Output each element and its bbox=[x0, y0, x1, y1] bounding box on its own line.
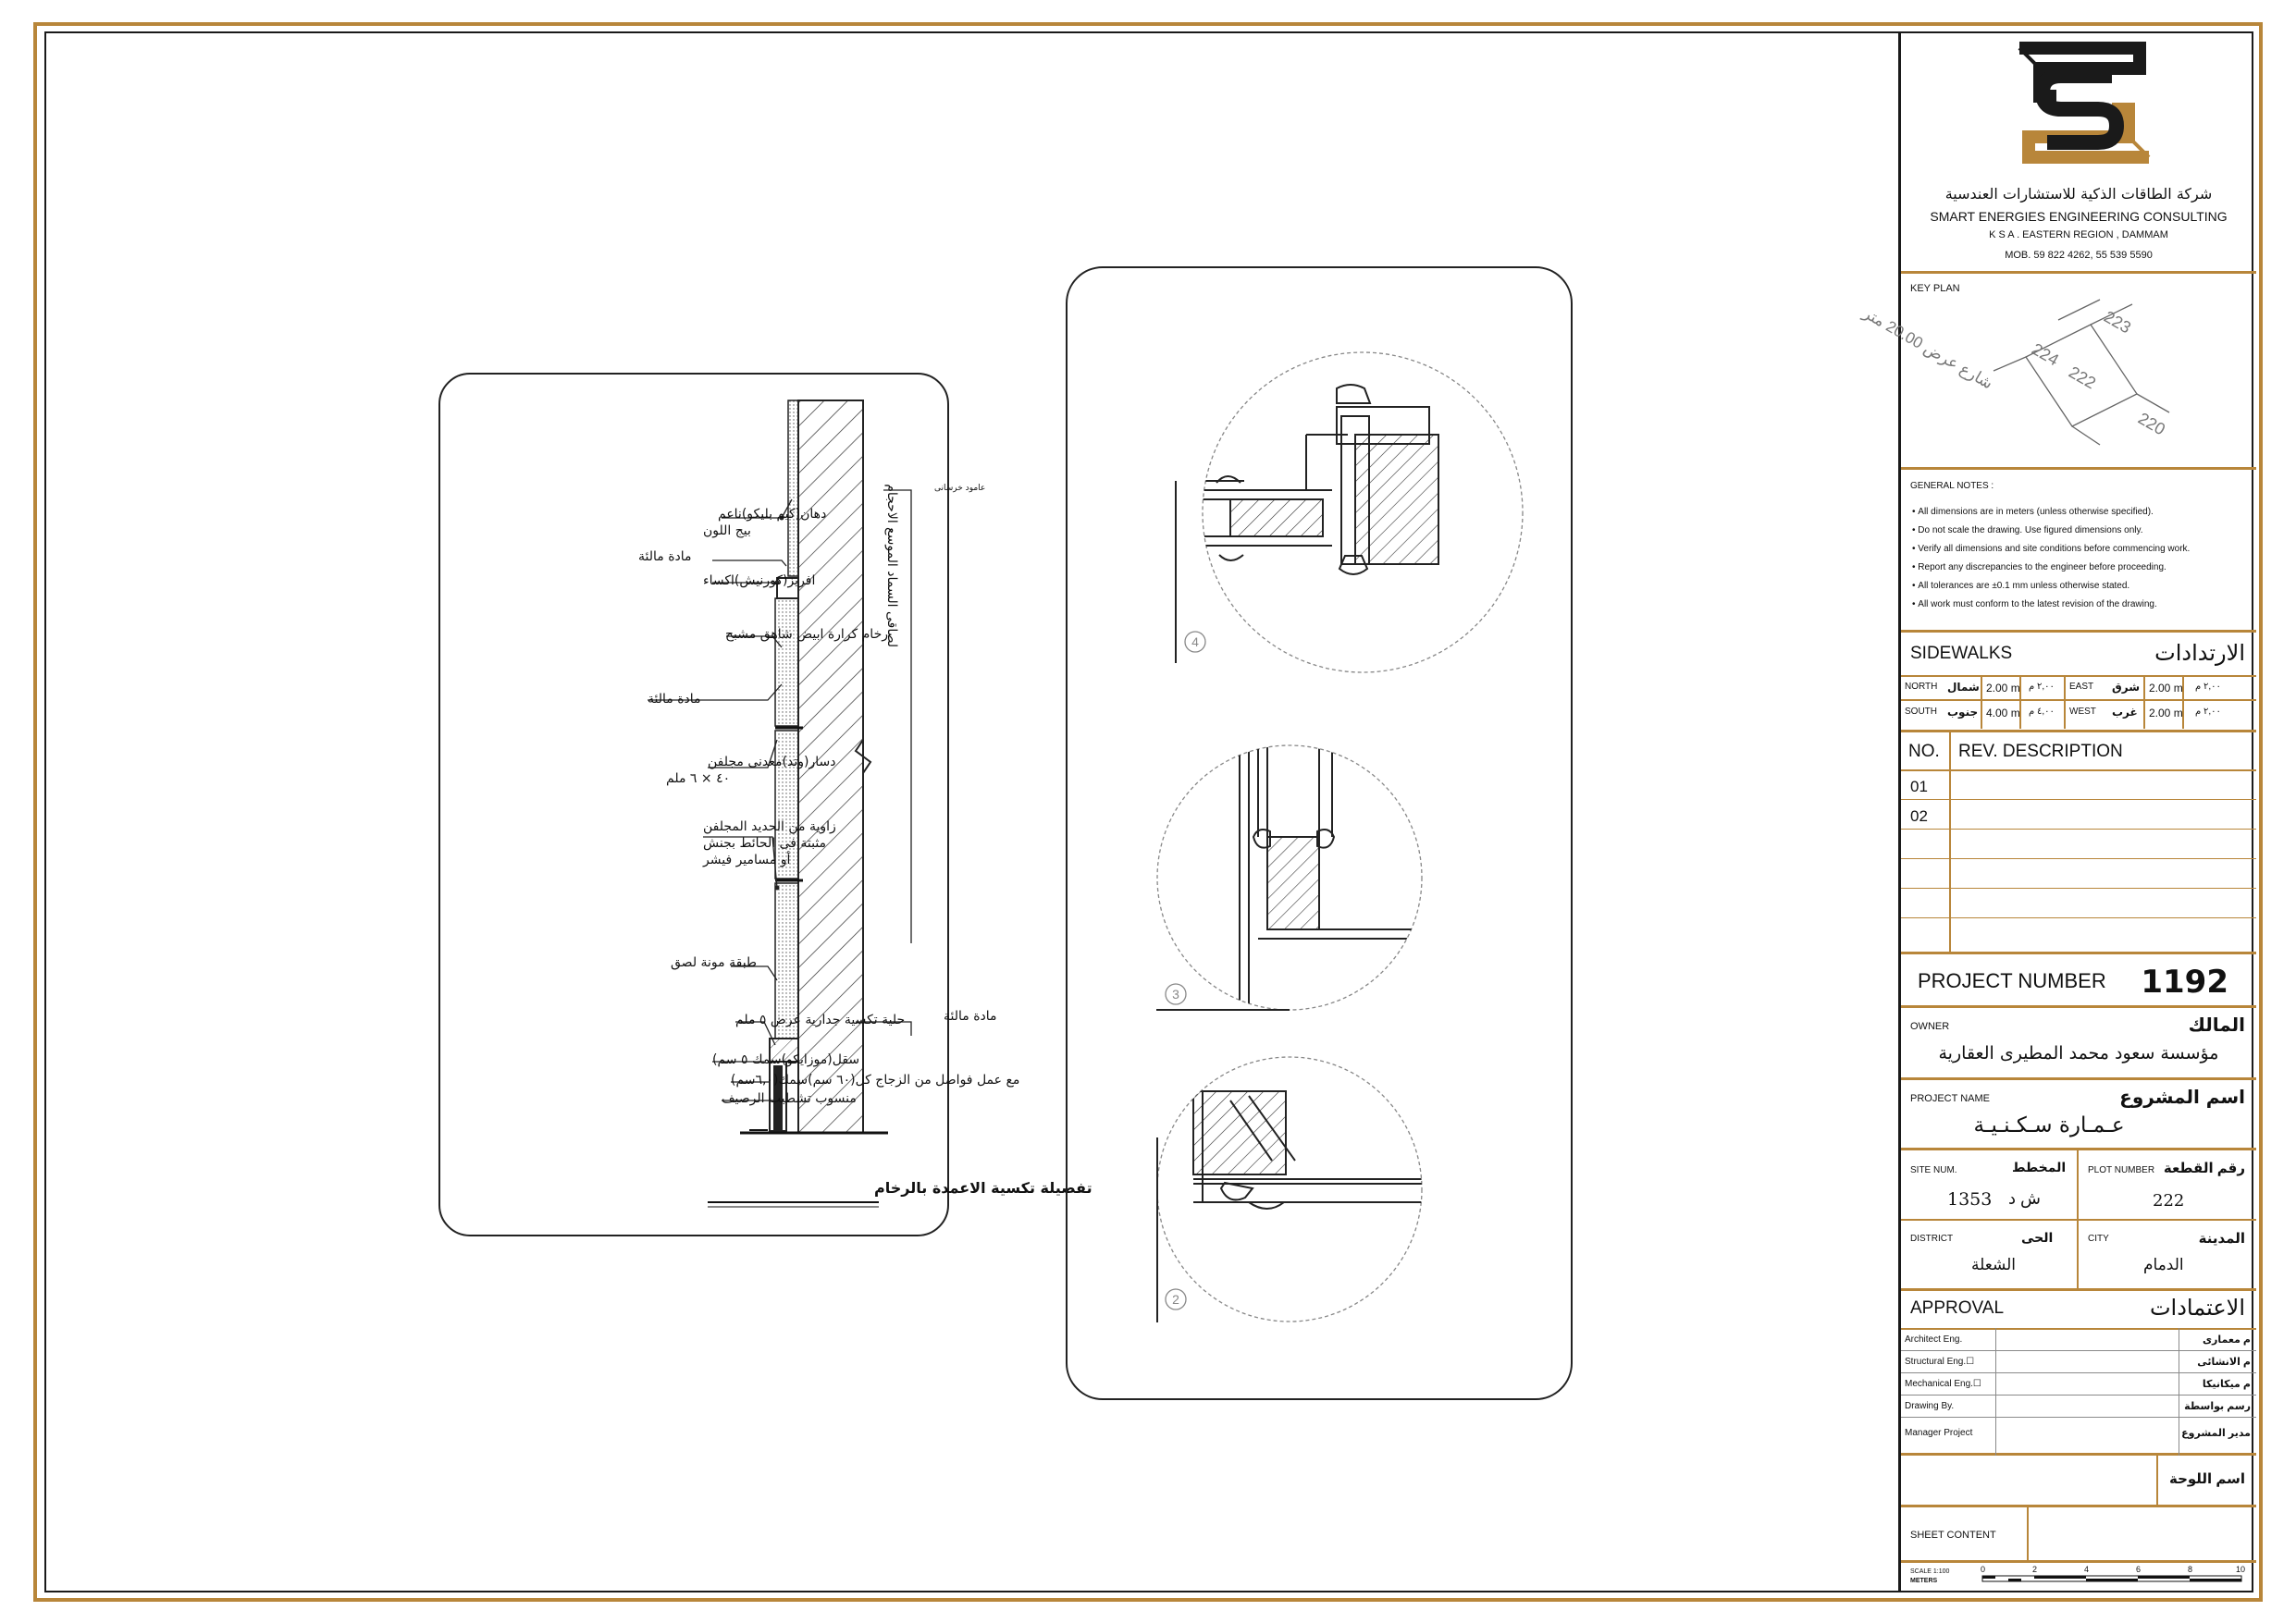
section-label-vertical: لصاقى السماد الموسع الاحجام bbox=[884, 484, 899, 647]
scale-tick: 8 bbox=[2188, 1565, 2193, 1574]
sidewalk-value: 2.00 m bbox=[2149, 682, 2183, 695]
detail-number: 4 bbox=[1191, 634, 1199, 649]
approval-row-ar: رسم بواسطة bbox=[2184, 1401, 2251, 1412]
section-label: مثبتة فى الحائط بجنش bbox=[703, 836, 827, 851]
sidewalk-value: 2.00 m bbox=[2149, 707, 2183, 719]
plot-value: 222 bbox=[2153, 1191, 2185, 1211]
sidewalk-dir-en: WEST bbox=[2069, 707, 2096, 717]
sidewalks-title-en: SIDEWALKS bbox=[1910, 644, 2013, 663]
section-label: طبقة مونة لصق bbox=[671, 955, 758, 970]
sidewalk-value: 4.00 m bbox=[1986, 707, 2020, 719]
site-num-label-ar: المخطط bbox=[2012, 1160, 2067, 1174]
project-name-label-en: PROJECT NAME bbox=[1910, 1093, 1990, 1104]
district-label: DISTRICT bbox=[1910, 1234, 1954, 1244]
company-name-ar: شركة الطاقات الذكية للاستشارات العندسية bbox=[1944, 185, 2213, 203]
approval-row-ar: م الانشائى bbox=[2197, 1357, 2251, 1368]
section-label: ٤٠ × ٦ ملم bbox=[666, 771, 731, 786]
project-name-value: عـمـارة سـكـنـيـة bbox=[1973, 1113, 2125, 1137]
site-info-panel bbox=[1901, 1150, 2256, 1291]
company-panel bbox=[1901, 31, 2256, 274]
approval-row-en: Mechanical Eng.☐ bbox=[1905, 1379, 1981, 1389]
approval-row-en: Manager Project bbox=[1905, 1428, 1973, 1438]
owner-label-ar: المالك bbox=[2188, 1014, 2245, 1036]
sidewalk-dir-ar: شمال bbox=[1947, 681, 1980, 694]
owner-value: مؤسسة سعود محمد المطيرى العقارية bbox=[1938, 1043, 2219, 1064]
section-label: أو مسامير فيشر bbox=[703, 853, 791, 867]
scale-label: SCALE 1:100 bbox=[1910, 1568, 1950, 1575]
rev-col-no: NO. bbox=[1908, 742, 1940, 761]
note-item: • Verify all dimensions and site conditions before commencing work. bbox=[1912, 544, 2191, 554]
revisions-panel bbox=[1901, 732, 2256, 954]
sidewalk-dir-ar: جنوب bbox=[1947, 706, 1979, 719]
section-label: مع عمل فواصل من الزجاج كل(٦٠ سم)سمك(٦,٠سم) bbox=[731, 1073, 1020, 1088]
sheet-content-panel bbox=[1901, 1507, 2256, 1563]
sidewalk-dir-ar: غرب bbox=[2112, 706, 2138, 719]
scale-bar-panel bbox=[1901, 1563, 2256, 1592]
project-name-label-ar: اسم المشروع bbox=[2119, 1086, 2245, 1108]
section-label: زاوية من الحديد المجلفن bbox=[703, 819, 836, 834]
sidewalk-value: 2.00 m bbox=[1986, 682, 2020, 695]
city-label-ar: المدينة bbox=[2198, 1231, 2245, 1247]
detail-number: 3 bbox=[1172, 987, 1179, 1002]
site-num-value: 1353 bbox=[1947, 1189, 1993, 1210]
scale-tick: 6 bbox=[2136, 1565, 2142, 1574]
note-item: • Report any discrepancies to the engineer before proceeding. bbox=[1912, 562, 2166, 572]
rev-col-desc: REV. DESCRIPTION bbox=[1958, 742, 2123, 761]
section-label: بيج اللون bbox=[703, 523, 751, 538]
plot-label-ar: رقم القطعة bbox=[2163, 1161, 2245, 1176]
key-plan-panel bbox=[1859, 274, 2256, 470]
general-notes-list bbox=[1912, 507, 2190, 618]
section-label: مادة مالئة bbox=[638, 549, 692, 564]
section-label: عامود خرسانى bbox=[934, 484, 986, 493]
section-title: تفصيلة تكسية الاعمدة بالرخام bbox=[874, 1179, 1092, 1197]
scale-tick: 10 bbox=[2236, 1565, 2246, 1574]
key-plan-street: شارع عرض 20.00 متر bbox=[1859, 303, 1996, 393]
section-label: منسوب تشطيب الرصيف bbox=[722, 1091, 857, 1106]
detail-number: 2 bbox=[1172, 1292, 1179, 1307]
units-label: METERS bbox=[1910, 1578, 1938, 1584]
plot-number: 220 bbox=[2135, 409, 2169, 439]
sidewalk-value-ar: ٢,٠٠ م bbox=[2029, 682, 2055, 692]
approval-row-ar: مدير المشروع bbox=[2181, 1428, 2251, 1439]
plot-number: 223 bbox=[2101, 307, 2135, 338]
key-plan-sketch bbox=[1859, 274, 2256, 470]
sidewalk-value-ar: ٢,٠٠ م bbox=[2195, 682, 2221, 692]
general-notes-panel bbox=[1901, 470, 2256, 633]
owner-label-en: OWNER bbox=[1910, 1021, 1950, 1032]
note-item: • All work must conform to the latest revision of the drawing. bbox=[1912, 599, 2157, 609]
note-item: • All dimensions are in meters (unless otherwise specified). bbox=[1912, 507, 2154, 517]
sidewalk-dir-ar: شرق bbox=[2112, 681, 2140, 694]
scale-tick: 0 bbox=[1981, 1565, 1986, 1574]
sidewalk-value-ar: ٤,٠٠ م bbox=[2029, 707, 2055, 717]
plot-number: 224 bbox=[2029, 339, 2063, 370]
city-value: الدمام bbox=[2143, 1256, 2184, 1273]
section-label: دسار(وتد)معدنى مجلفن bbox=[708, 755, 836, 769]
approval-row-ar: م معمارى bbox=[2202, 1334, 2251, 1346]
plot-label: PLOT NUMBER bbox=[2088, 1165, 2155, 1175]
scale-bar bbox=[1975, 1563, 2253, 1591]
title-block bbox=[1859, 31, 2253, 1592]
company-address: K S A . EASTERN REGION , DAMMAM bbox=[1989, 229, 2168, 240]
sheet-name-label: اسم اللوحة bbox=[2168, 1471, 2245, 1487]
site-num-prefix: ش د bbox=[2008, 1189, 2041, 1208]
key-plan-label: KEY PLAN bbox=[1910, 283, 1960, 294]
approval-row-en: Structural Eng.☐ bbox=[1905, 1357, 1975, 1367]
scale-tick: 2 bbox=[2032, 1565, 2038, 1574]
section-label: رخام كرارة ابيض شاهق مشبح bbox=[725, 627, 888, 642]
project-number-panel bbox=[1901, 954, 2256, 1008]
site-num-label: SITE NUM. bbox=[1910, 1165, 1957, 1175]
rev-row: 02 bbox=[1910, 807, 1928, 825]
section-label: حلية تكسية جدارية عرض ٥ ملم bbox=[735, 1013, 906, 1027]
approval-title-ar: الاعتمادات bbox=[2149, 1295, 2245, 1321]
plot-number: 222 bbox=[2066, 363, 2100, 393]
sheet-name-panel bbox=[1901, 1456, 2256, 1507]
sidewalk-dir-en: NORTH bbox=[1905, 682, 1938, 692]
sidewalk-dir-en: SOUTH bbox=[1905, 707, 1937, 717]
sidewalks-panel bbox=[1901, 633, 2256, 732]
section-label: سقل(موزايكو)سمك ٥ سم) bbox=[712, 1052, 860, 1067]
scale-tick: 4 bbox=[2084, 1565, 2090, 1574]
district-value: الشعلة bbox=[1971, 1256, 2017, 1273]
sidewalks-title-ar: الارتدادات bbox=[2154, 640, 2245, 666]
owner-panel bbox=[1901, 1008, 2256, 1080]
project-name-panel bbox=[1901, 1080, 2256, 1150]
company-mobile: MOB. 59 822 4262, 55 539 5590 bbox=[2005, 250, 2153, 261]
section-label: مادة مالئة bbox=[944, 1009, 997, 1024]
approval-title-en: APPROVAL bbox=[1910, 1298, 2005, 1318]
company-name-en: SMART ENERGIES ENGINEERING CONSULTING bbox=[1930, 209, 2228, 224]
city-label: CITY bbox=[2088, 1234, 2109, 1244]
section-label: دهان(كيم بليكو)ناعم bbox=[718, 507, 827, 522]
section-label: افريز(كورنيش)اكساء bbox=[703, 573, 816, 588]
approval-row-ar: م ميكانيكا bbox=[2202, 1379, 2251, 1390]
company-logo bbox=[2010, 39, 2158, 168]
approval-panel bbox=[1901, 1291, 2256, 1456]
note-item: • Do not scale the drawing. Use figured dimensions only. bbox=[1912, 525, 2143, 535]
sidewalk-dir-en: EAST bbox=[2069, 682, 2094, 692]
note-item: • All tolerances are ±0.1 mm unless otherwise stated. bbox=[1912, 581, 2130, 591]
rev-row: 01 bbox=[1910, 778, 1928, 795]
general-notes-title: GENERAL NOTES : bbox=[1910, 481, 1994, 491]
project-number: 1192 bbox=[2141, 964, 2228, 1001]
approval-row-en: Architect Eng. bbox=[1905, 1334, 1963, 1345]
sheet-content-label: SHEET CONTENT bbox=[1910, 1530, 1996, 1541]
project-number-label: PROJECT NUMBER bbox=[1918, 969, 2106, 992]
approval-row-en: Drawing By. bbox=[1905, 1401, 1955, 1411]
section-label: مادة مالئة bbox=[648, 692, 701, 707]
district-label-ar: الحى bbox=[2021, 1230, 2054, 1245]
sidewalk-value-ar: ٢,٠٠ م bbox=[2195, 707, 2221, 717]
